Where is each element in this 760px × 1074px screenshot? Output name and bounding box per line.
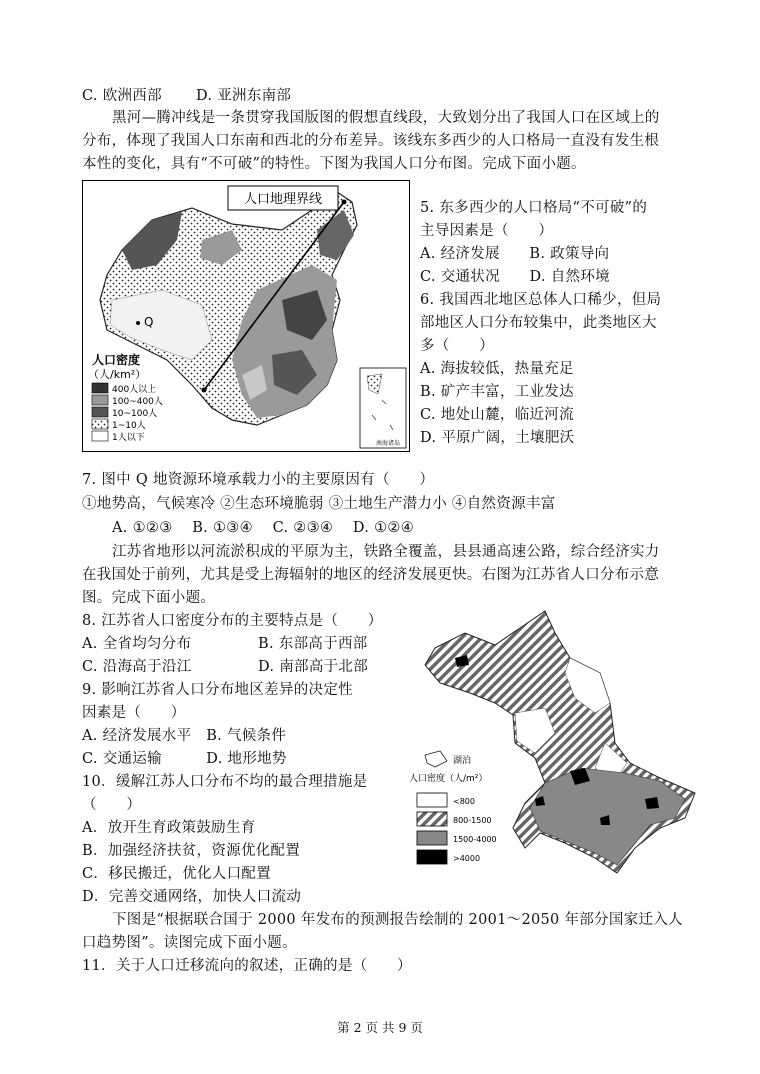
china-map-title: 人口地理界线 [243,192,323,207]
china-legend-item-2: 100~400人 [112,397,163,407]
q6-option-a: A. 海拔较低，热量充足 [420,361,574,377]
q9-options-2: C. 交通运输 D. 地形地势 [82,751,287,767]
q11-stem: 11．关于人口迁移流向的叙述，正确的是（ ） [82,958,412,974]
jiangsu-legend-item-4: >4000 [453,854,481,863]
q9-stem-1: 9. 影响江苏省人口分布地区差异的决定性 [82,682,353,698]
intro2-line1: 江苏省地形以河流淤积成的平原为主，铁路全覆盖，县县通高速公路，综合经济实力 [112,544,660,560]
china-legend-unit: （人/km²） [88,368,147,381]
q-label: Q [144,315,154,329]
q10-stem-1: 10．缓解江苏人口分布不均的最合理措施是 [82,774,368,790]
q8-option-b: B. 东部高于西部 [258,636,368,652]
q8-option-d: D. 南部高于北部 [258,659,369,675]
q6-stem-1: 6. 我国西北地区总体人口稀少，但局 [420,292,662,308]
q7-items: ①地势高，气候寒冷 ②生态环境脆弱 ③土地生产潜力小 ④自然资源丰富 [82,496,556,512]
q9-options-1: A. 经济发展水平 B. 气候条件 [82,728,287,744]
china-legend-item-4: 1~10人 [112,421,146,431]
china-legend-item-5: 1人以下 [112,433,145,443]
page-footer: 第 2 页 共 9 页 [337,1020,423,1035]
lake-label: 湖泊 [453,756,472,766]
intro2-line2: 在我国处于前列，尤其是受上海辐射的地区的经济发展更快。右图为江苏省人口分布示意 [82,567,660,583]
q7-options: A. ①②③ B. ①③④ C. ②③④ D. ①②④ [112,520,415,536]
jiangsu-legend-title: 人口密度（人/m²） [409,774,488,784]
jiangsu-legend-item-3: 1500-4000 [453,835,497,844]
q8-stem: 8. 江苏省人口密度分布的主要特点是（ ） [82,613,383,629]
q6-option-b: B. 矿产丰富，工业发达 [420,384,574,400]
q10-option-d: D．完善交通网络，加快人口流动 [82,889,302,905]
q5-stem-1: 5. 东多西少的人口格局“不可破”的 [420,200,648,216]
jiangsu-population-map [395,603,705,883]
intro2-line3: 图。完成下面小题。 [82,590,216,606]
intro3-line1: 下图是“根据联合国于 2000 年发布的预测报告绘制的 2001～2050 年部分国家迁入人 [112,912,683,928]
q6-stem-2: 部地区人口分布较集中，此类地区大 [420,315,657,331]
option-d-top: D. 亚洲东南部 [196,88,292,104]
q5-stem-2: 主导因素是（ ） [420,223,554,239]
china-legend-item-3: 10~100人 [112,409,158,419]
q5-options-2: C. 交通状况 D. 自然环境 [420,269,610,285]
inset-label: 南海诸岛 [376,440,401,447]
option-c-top: C. 欧洲西部 [82,88,162,104]
q10-stem-2: （ ） [82,797,142,813]
q6-stem-3: 多（ ） [420,338,494,354]
q7-stem: 7. 图中 Q 地资源环境承载力小的主要原因有（ ） [82,472,435,488]
q5-options-1: A. 经济发展 B. 政策导向 [420,246,610,262]
jiangsu-legend-item-2: 800-1500 [453,816,492,825]
intro3-line2: 口趋势图”。读图完成下面小题。 [82,935,297,951]
china-population-map [82,180,410,452]
q6-option-d: D. 平原广阔，土壤肥沃 [420,430,575,446]
china-legend-item-1: 400人以上 [112,385,157,395]
q8-option-c: C. 沿海高于沿江 [82,659,192,675]
intro1-line1: 黑河—腾冲线是一条贯穿我国版图的假想直线段，大致划分出了我国人口在区域上的 [112,110,660,126]
q6-option-c: C. 地处山麓，临近河流 [420,407,574,423]
q9-stem-2: 因素是（ ） [82,705,186,721]
q10-option-c: C．移民搬迁，优化人口配置 [82,866,271,882]
q10-option-a: A．放开生育政策鼓励生育 [82,820,256,836]
intro1-line3: 本性的变化，具有“不可破”的特性。下图为我国人口分布图。完成下面小题。 [82,156,586,172]
china-legend-title: 人口密度 [92,353,141,367]
jiangsu-legend-item-1: <800 [453,797,475,806]
intro1-line2: 分布，体现了我国人口东南和西北的分布差异。该线东多西少的人口格局一直没有发生根 [82,133,660,149]
q10-option-b: B．加强经济扶贫，资源优化配置 [82,843,301,859]
q8-option-a: A. 全省均匀分布 [82,636,192,652]
